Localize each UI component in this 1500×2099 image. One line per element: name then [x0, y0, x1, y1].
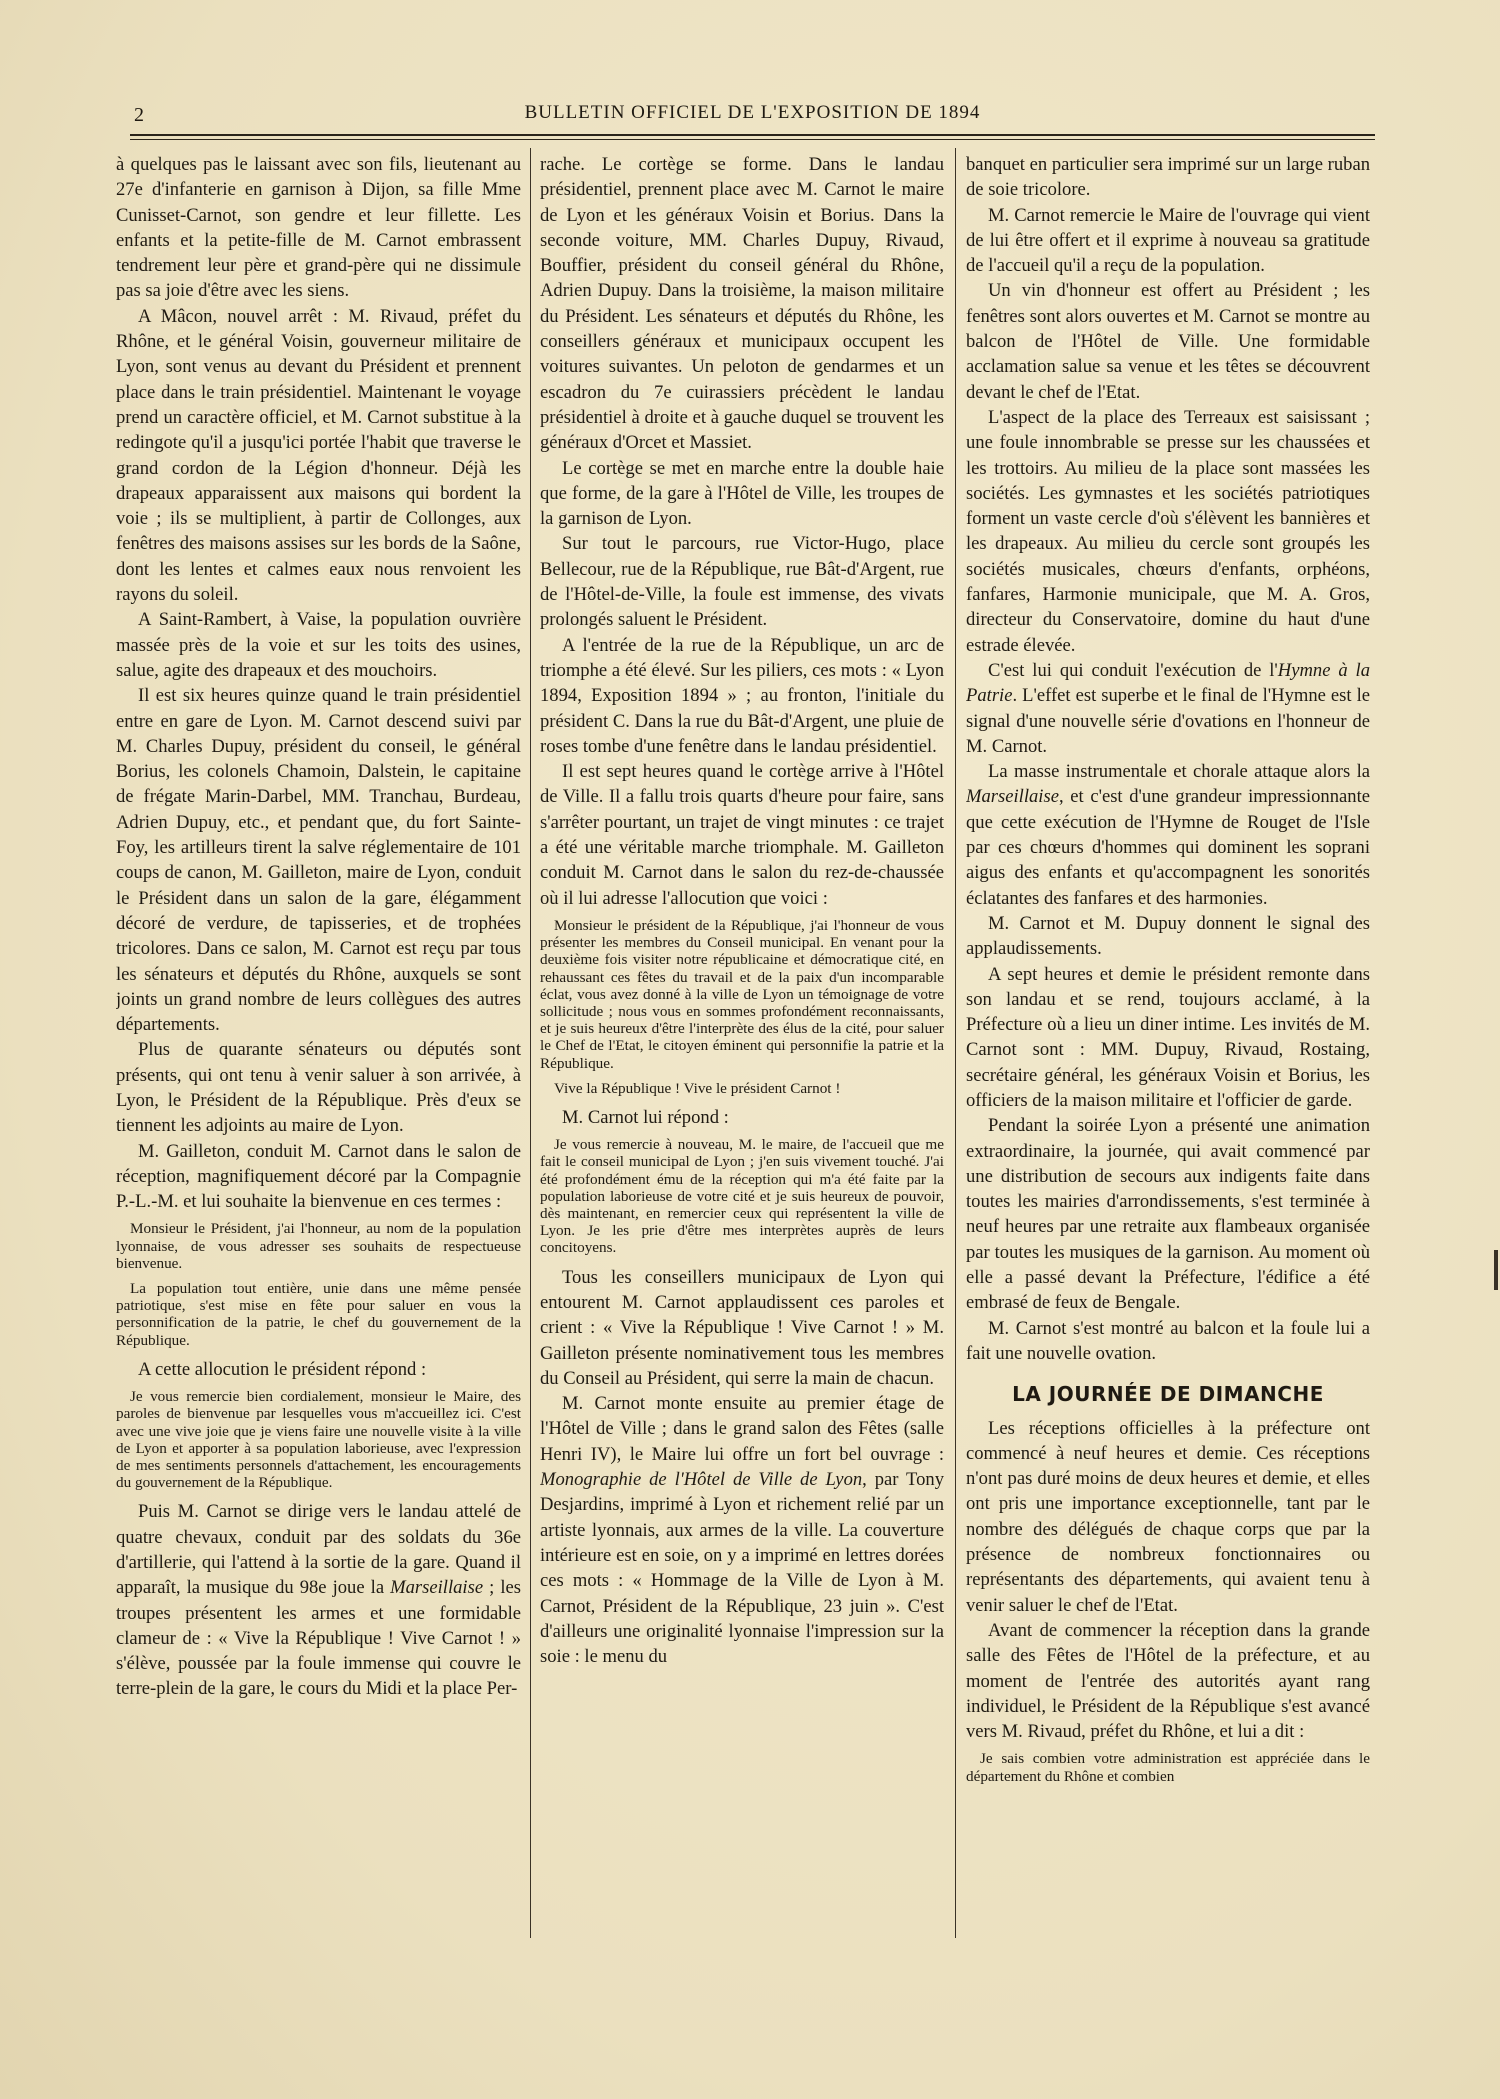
emphasis: Hymne à la Patrie	[966, 659, 1370, 707]
page-edge-mark	[1494, 1250, 1498, 1290]
emphasis: Monographie de l'Hôtel de Ville de Lyon	[540, 1469, 863, 1491]
paragraph: banquet en particulier sera imprimé sur un large ruban de soie tricolore.	[966, 154, 1370, 201]
paragraph: Il est six heures quinze quand le train présidentiel entre en gare de Lyon. M. Carnot descend suivi par M. Charles Dupuy, président du conseil, le général Borius, les colonels Chamoin, Dalstein, le capitaine de frégate Marin-Darbel, MM. Tranchau, Burdeau, Adrien Dupuy, etc., et pendant que, du fort Sainte-Foy, les artilleurs tirent la salve réglementaire de 101 coups de canon, M. Gailleton, maire de Lyon, conduit le Président dans un salon de la gare, élégamment décoré de verdure, de tapisseries, et de trophées tricolores. Dans ce salon, M. Carnot est reçu par tous les sénateurs et députés du Rhône, auxquels se sont joints un grand nombre de leurs collègues des autres départements.	[116, 685, 521, 1036]
paragraph: Il est sept heures quand le cortège arrive à l'Hôtel de Ville. Il a fallu trois quarts d'heure pour faire, sans s'arrêter pourtant, un trajet de vingt minutes : ce trajet a été une véritable marche triomphale. M. Gailleton conduit M. Carnot dans le salon du rez-de-chaussée où il lui adresse l'allocution que voici :	[540, 761, 944, 909]
paragraph: A cette allocution le président répond :	[138, 1358, 427, 1380]
paragraph: A sept heures et demie le président remonte dans son landau et se rend, toujours acclamé, à la Préfecture où a lieu un diner intime. Les invités de M. Carnot sont : MM. Dupuy, Rivaud, Rostaing, secrétaire général, les généraux Voisin et Borius, les officiers de la maison militaire et l'officier de garde.	[966, 963, 1370, 1111]
text-run: , par Tony Desjardins, imprimé à Lyon et richement relié par un artiste lyonnais, aux armes de la ville. La couverture intérieure est en soie, on y a imprimé en lettres dorées ces mots : « Hommage de la Ville de Lyon à M. Carnot, Président de la République, 23 juin ». C'est d'ailleurs une originalité lyonnaise l'impression sur la soie : le menu du	[540, 1469, 944, 1668]
header-rule	[130, 134, 1375, 136]
text-run: M. Carnot monte ensuite au premier étage de l'Hôtel de Ville ; dans le grand salon des Fêtes (salle Henri IV), le Maire lui offre un fort bel ouvrage :	[540, 1393, 944, 1465]
emphasis: Marseillaise	[390, 1577, 484, 1599]
text-run: ; les troupes présentent les armes et une formidable clameur de : « Vive la République ! Vive Carnot ! » s'élève, poussée par la foule immense qui couvre le terre-plein de la gare, le cours du Midi et la place Per-	[116, 1577, 521, 1700]
text-run: . L'effet est superbe et le final de l'Hymne est le signal d'une nouvelle série d'ovations en l'honneur de M. Carnot.	[966, 685, 1370, 757]
paragraph: M. Carnot et M. Dupuy donnent le signal des applaudissements.	[966, 912, 1370, 960]
paragraph: Avant de commencer la réception dans la grande salle des Fêtes de l'Hôtel de la préfecture, et au moment de l'entrée des autorités ayant rang individuel, le Président de la République s'est avancé vers M. Rivaud, préfet du Rhône, et lui a dit :	[966, 1619, 1370, 1743]
page-number: 2	[134, 104, 144, 126]
quoted-speech: Je vous remercie à nouveau, M. le maire, de l'accueil que me fait le conseil municipal de Lyon ; j'en suis vivement touché. J'ai été profondément ému de la réception qui m'a été faite par la population laborieuse de votre cité et je suis heureux de pouvoir, dès maintenant, en remercier ceux qui représentent la ville de Lyon. Je les prie d'être mes interprètes auprès de leurs concitoyens.	[540, 1136, 944, 1257]
paragraph: rache. Le cortège se forme. Dans le landau présidentiel, prennent place avec M. Carnot le maire de Lyon et les généraux Voisin et Borius. Dans la seconde voiture, MM. Charles Dupuy, Rivaud, Bouffier, président du conseil général du Rhône, Adrien Dupuy. Dans la troisième, la maison militaire du Président. Les sénateurs et députés du Rhône, les conseillers généraux et municipaux occupent les voitures suivantes. Un peloton de gendarmes et un escadron du 7e cuirassiers précèdent le landau présidentiel à droite et à gauche duquel se trouvent les généraux d'Orcet et Massiet.	[540, 154, 944, 454]
section-heading: LA JOURNÉE DE DIMANCHE	[1012, 1382, 1324, 1407]
quoted-speech: Je vous remercie bien cordialement, monsieur le Maire, des paroles de bienvenue par lesquelles vous m'accueillez ici. C'est avec une vive joie que je viens faire une nouvelle visite à la ville de Lyon et apporter à sa population laborieuse, avec l'expression de mes sentiments personnels d'attachement, les encouragements du gouvernement de la République.	[116, 1388, 521, 1492]
column-1	[116, 152, 521, 2072]
paragraph	[116, 1499, 521, 1701]
paragraph: L'aspect de la place des Terreaux est saisissant ; une foule innombrable se presse sur les chaussées et les trottoirs. Au milieu de la place sont massées les sociétés. Les gymnastes et les sociétés patriotiques forment un vaste cercle d'où s'élèvent les bannières et les drapeaux. Au milieu du cercle sont groupés les sociétés musicales, chœurs d'enfants, orphéons, fanfares, Harmonie municipale, que M. A. Gros, directeur du Conservatoire, domine du haut d'une estrade élevée.	[966, 406, 1370, 656]
quoted-speech: Vive la République ! Vive le président Carnot !	[554, 1079, 841, 1097]
quoted-speech: Monsieur le président de la République, j'ai l'honneur de vous présenter les membres du Conseil municipal. En venant pour la deuxième fois visiter notre républicaine et démocratique cité, en rehaussant ces fêtes du travail et de la paix d'un incomparable éclat, vous avez donné à la ville de Lyon un témoignage de votre sollicitude ; nous vous en sommes profondément reconnaissants, et je suis heureux d'être l'interprète des élus de la cité, pour saluer le Chef de l'Etat, le citoyen éminent qui personnifie la patrie et la République.	[540, 916, 944, 1072]
column-3	[966, 152, 1370, 2072]
paragraph: M. Carnot s'est montré au balcon et la foule lui a fait une nouvelle ovation.	[966, 1317, 1370, 1364]
paragraph	[966, 759, 1370, 911]
quoted-speech: Monsieur le Président, j'ai l'honneur, au nom de la population lyonnaise, de vous adresser ses souhaits de respectueuse bienvenue.	[116, 1220, 521, 1272]
paragraph	[540, 1391, 944, 1669]
running-title: BULLETIN OFFICIEL DE L'EXPOSITION DE 1894	[524, 102, 981, 123]
paragraph	[966, 658, 1370, 759]
header-rule-thin	[130, 139, 1375, 140]
text-run: , et c'est d'une grandeur impressionnante que cette exécution de l'Hymne de Rouget de l'Isle par ces chœurs d'hommes qui dominent les soprani aigus des enfants et qu'accompagnent les sonorités éclatantes des fanfares et des harmonies.	[966, 786, 1370, 909]
quoted-speech: La population tout entière, unie dans une même pensée patriotique, s'est mise en fête pour saluer en vous la personnification de la patrie, le chef du gouvernement de la République.	[116, 1280, 521, 1349]
paragraph: M. Carnot remercie le Maire de l'ouvrage qui vient de lui être offert et il exprime à nouveau sa gratitude de l'accueil qu'il a reçu de la population.	[966, 204, 1370, 277]
quoted-speech: Je sais combien votre administration est appréciée dans le département du Rhône et combien	[966, 1750, 1370, 1785]
paragraph: Pendant la soirée Lyon a présenté une animation extraordinaire, la journée, qui avait commencé par une distribution de secours aux indigents faite dans toutes les mairies d'arrondissements, s'est terminée à neuf heures par une retraite aux flambeaux organisée par toutes les musiques de la garnison. Au moment où elle a passé devant la Préfecture, l'édifice a été embrasé de feux de Bengale.	[966, 1115, 1370, 1314]
paragraph: Sur tout le parcours, rue Victor-Hugo, place Bellecour, rue de la République, rue Bât-d'Argent, rue de l'Hôtel-de-Ville, la foule est immense, des vivats prolongés saluent le Président.	[540, 533, 944, 631]
paragraph: A l'entrée de la rue de la République, un arc de triomphe a été élevé. Sur les piliers, ces mots : « Lyon 1894, Exposition 1894 » ; au fronton, l'initiale du président C. Dans la rue du Bât-d'Argent, une pluie de roses tombe d'une fenêtre dans le landau présidentiel.	[540, 634, 944, 757]
paragraph: A Saint-Rambert, à Vaise, la population ouvrière massée près de la voie et sur les toits des usines, salue, agite des drapeaux et des mouchoirs.	[116, 609, 521, 681]
paragraph: A Mâcon, nouvel arrêt : M. Rivaud, préfet du Rhône, et le général Voisin, gouverneur militaire de Lyon, sont venus au devant du Président et prennent place dans le train présidentiel. Maintenant le voyage prend un caractère officiel, et M. Carnot substitue à la redingote qu'il a jusqu'ici portée l'habit que traverse le grand cordon de la Légion d'honneur. Déjà les drapeaux apparaissent aux maisons qui bordent la voie ; ils se multiplient, à partir de Collonges, aux fenêtres des maisons assises sur les bords de la Saône, dont les lentes et calmes eaux nous renvoient les rayons du soleil.	[116, 305, 521, 606]
text-run: C'est lui qui conduit l'exécution de l'	[988, 659, 1278, 681]
column-separator	[955, 148, 956, 1938]
paragraph: Plus de quarante sénateurs ou députés sont présents, qui ont tenu à venir saluer à son arrivée, à Lyon, le Président de la République. Près d'eux se tiennent les adjoints au maire de Lyon.	[116, 1039, 521, 1137]
paragraph: Les réceptions officielles à la préfecture ont commencé à neuf heures et demie. Ces réceptions n'ont pas duré moins de deux heures et demie, et elles ont pris une importance exceptionnelle, tant par le nombre des délégués de chaque corps que par la présence de nombreux fonctionnaires ou représentants des départements, qui avaient tenu à venir saluer le chef de l'Etat.	[966, 1417, 1370, 1616]
column-2	[540, 152, 944, 2072]
column-separator	[530, 148, 531, 1938]
text-run: Puis M. Carnot se dirige vers le landau attelé de quatre chevaux, conduit par des soldats du 36e d'artillerie, qui l'attend à la sortie de la gare. Quand il apparaît, la musique du 98e joue la	[116, 1501, 521, 1599]
paragraph: Un vin d'honneur est offert au Président ; les fenêtres sont alors ouvertes et M. Carnot se montre au balcon de l'Hôtel de Ville. Une formidable acclamation salue sa venue et les têtes se découvrent devant le chef de l'Etat.	[966, 280, 1370, 403]
paragraph: M. Gailleton, conduit M. Carnot dans le salon de réception, magnifiquement décoré par la Compagnie P.-L.-M. et lui souhaite la bienvenue en ces termes :	[116, 1140, 521, 1213]
emphasis: Marseillaise	[966, 786, 1059, 808]
paragraph: à quelques pas le laissant avec son fils, lieutenant au 27e d'infanterie en garnison à Dijon, sa fille Mme Cunisset-Carnot, son gendre et leur fillette. Les enfants et la petite-fille de M. Carnot embrassent tendrement leur père et grand-père qui ne dissimule pas sa joie d'être avec les siens.	[116, 154, 521, 302]
paragraph: Le cortège se met en marche entre la double haie que forme, de la gare à l'Hôtel de Ville, les troupes de la garnison de Lyon.	[540, 457, 944, 530]
page-header	[130, 98, 1375, 138]
paragraph: Tous les conseillers municipaux de Lyon qui entourent M. Carnot applaudissent ces paroles et crient : « Vive la République ! Vive Carnot ! » M. Gailleton présente nominativement tous les membres du Conseil au Président, qui serre la main de chacun.	[540, 1266, 944, 1389]
text-run: La masse instrumentale et chorale attaque alors la	[988, 761, 1370, 783]
paragraph: M. Carnot lui répond :	[562, 1106, 729, 1128]
